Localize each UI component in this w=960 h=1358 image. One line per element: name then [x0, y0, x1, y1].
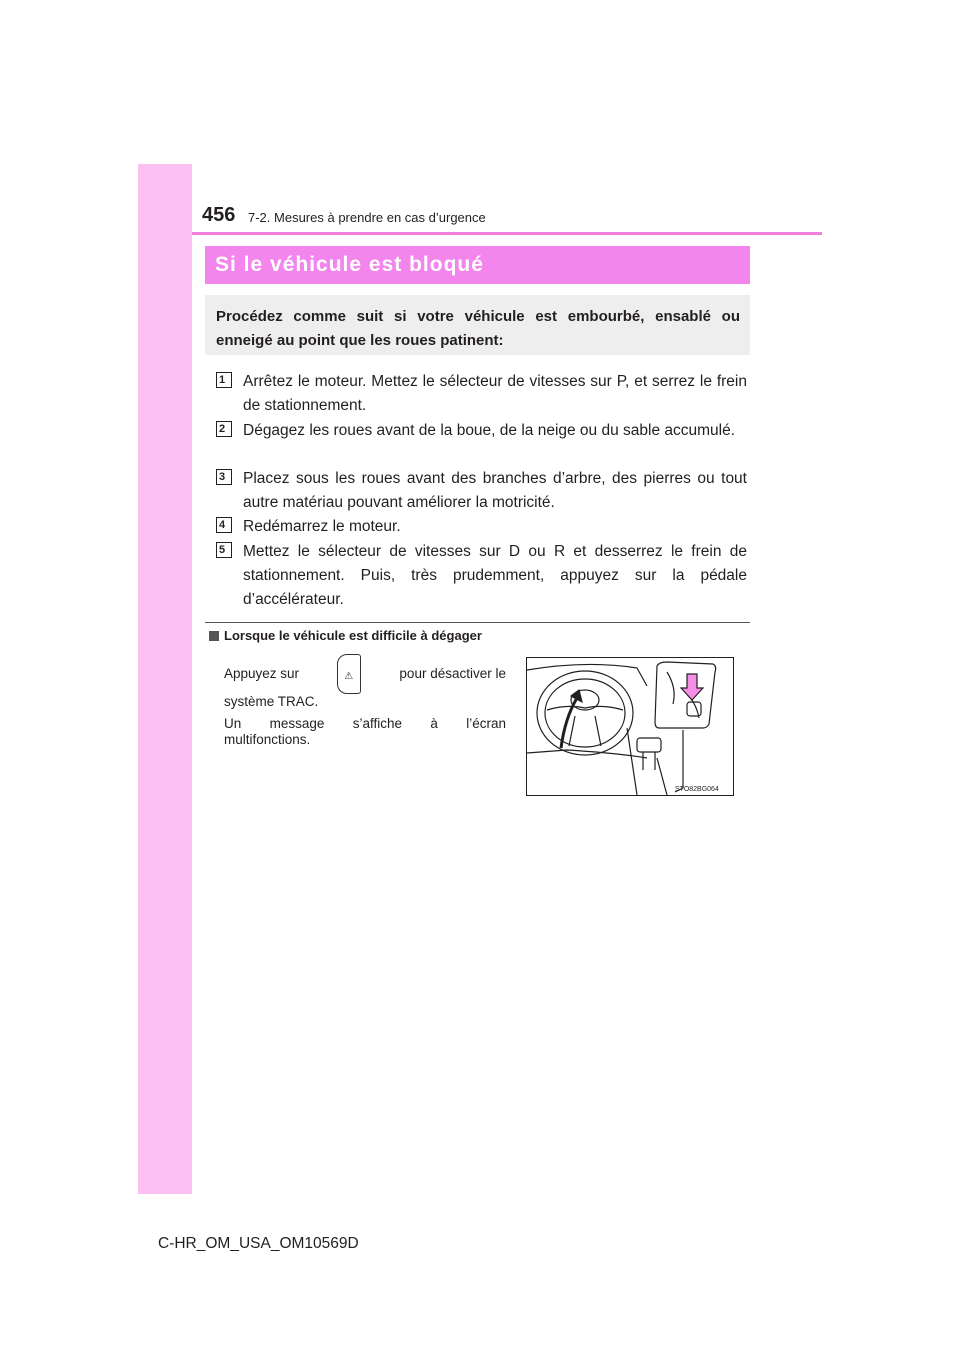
tip-text-after: pour désactiver le [399, 666, 506, 681]
page-title: Si le véhicule est bloqué [205, 246, 750, 284]
section-divider [205, 622, 750, 623]
side-color-band [138, 164, 192, 1194]
intro-box: Procédez comme suit si votre véhicule est embourbé, ensablé ou enneigé au point que les roues patinent: [205, 295, 750, 355]
tip-text-before: Appuyez sur [224, 666, 300, 681]
square-bullet-icon [209, 631, 219, 641]
tip-text-cont: système TRAC. [224, 694, 319, 709]
step-text: Redémarrez le moteur. [243, 518, 401, 535]
tip-message-1: Un message s’affiche à l’écran [224, 716, 506, 731]
steering-wheel-illustration [527, 658, 733, 795]
step-item [216, 515, 747, 539]
step-number: 2 [216, 421, 232, 437]
step-item [216, 467, 747, 515]
section-breadcrumb: 7-2. Mesures à prendre en cas d’urgence [248, 210, 486, 225]
image-code: STO82BG064 [675, 786, 719, 793]
step-number: 3 [216, 469, 232, 485]
step-text: Placez sous les roues avant des branches d’arbre, des pierres ou tout autre matériau pouvant améliorer la motricité. [243, 470, 747, 511]
step-text: Dégagez les roues avant de la boue, de la neige ou du sable accumulé. [243, 422, 736, 439]
step-number: 1 [216, 372, 232, 388]
subsection-title: Lorsque le véhicule est difficile à dégager [224, 628, 482, 643]
step-number: 4 [216, 517, 232, 533]
page-number: 456 [202, 204, 236, 226]
step-item [216, 419, 747, 443]
dashboard-illustration [526, 657, 734, 796]
footer-code: C-HR_OM_USA_OM10569D [158, 1235, 359, 1252]
trac-off-switch-icon: ⚠ [337, 654, 361, 694]
header-divider [192, 232, 822, 235]
step-number: 5 [216, 542, 232, 558]
step-text: Mettez le sélecteur de vitesses sur D ou R et desserrez le frein de stationnement. Puis, très prudemment, appuyez sur la pédale d’accélérateur. [243, 543, 747, 608]
tip-message-2: multifonctions. [224, 732, 311, 747]
step-item [216, 540, 747, 612]
tip-text-block [224, 662, 506, 748]
step-item [216, 370, 747, 418]
step-text: Arrêtez le moteur. Mettez le sélecteur de vitesses sur P, et serrez le frein de stationnement. [243, 373, 747, 414]
subsection-heading [209, 628, 482, 643]
